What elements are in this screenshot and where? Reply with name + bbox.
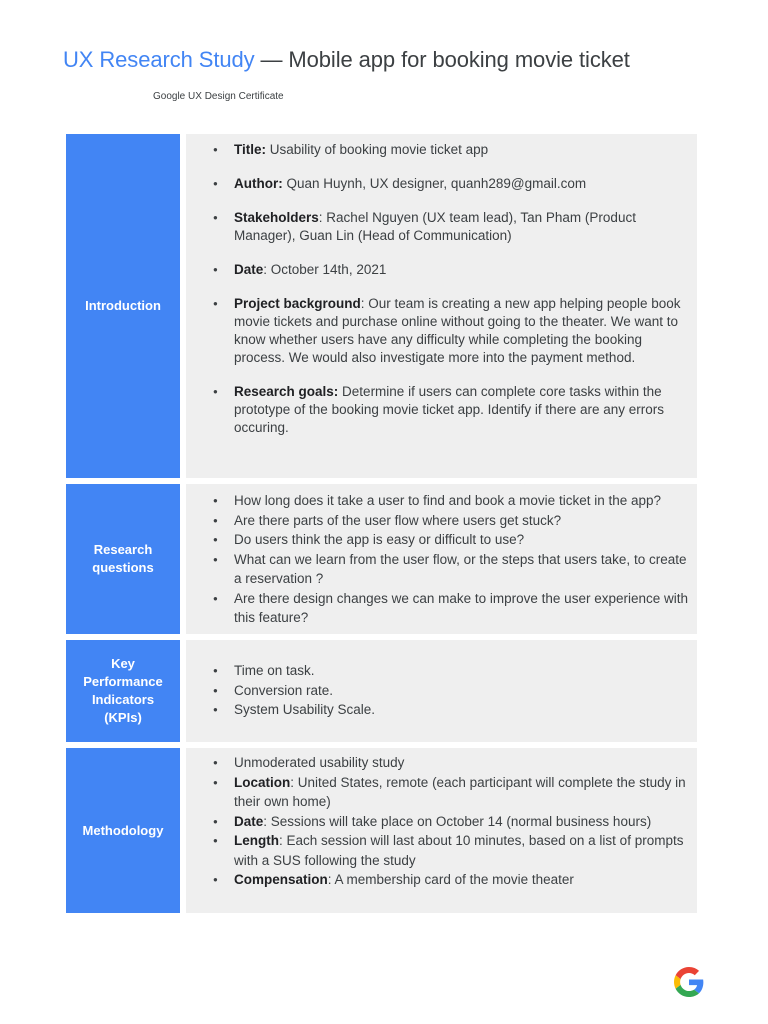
list-item (234, 141, 689, 159)
item-text: : Rachel Nguyen (UX team lead), Tan Pham (Product Manager), Guan Lin (Head of Communication) (234, 210, 636, 243)
section-content (186, 748, 697, 913)
list-item (234, 261, 689, 279)
list-item (234, 773, 689, 812)
list-item: ● Are there design changes we can make to improve the user experience with this feature? (234, 589, 689, 628)
item-key: Author: (234, 176, 283, 191)
document-title (63, 46, 630, 74)
item-key: Date (234, 813, 264, 829)
list-item (234, 383, 689, 437)
item-text: Unmoderated usability study (234, 755, 405, 770)
bullet-list (234, 661, 689, 720)
title-accent: UX Research Study (63, 47, 255, 72)
list-item: ● Time on task. (234, 661, 689, 681)
item-text: : Our team is creating a new app helping people book movie tickets and purchase online without going to the theater. We want to know whether users have any difficulty while completing the booking process. We would also investigate more into the payment method. (234, 296, 681, 365)
section-content (186, 134, 697, 478)
item-key: Title: (234, 142, 267, 157)
item-key: Location (234, 774, 291, 790)
title-rest: — Mobile app for booking movie ticket (254, 47, 630, 72)
list-item: ● How long does it take a user to find and book a movie ticket in the app? (234, 491, 689, 511)
list-item: ● Are there parts of the user flow where users get stuck? (234, 511, 689, 531)
bullet-list (234, 141, 689, 437)
section-methodology (66, 748, 697, 913)
list-item (234, 812, 689, 832)
list-item: ● Do users think the app is easy or difficult to use? (234, 530, 689, 550)
list-item (234, 753, 689, 773)
item-key: Length (234, 833, 279, 848)
google-g-icon (674, 967, 704, 997)
item-text: Determine if users can complete core tasks within the prototype of the booking movie ticket app. Identify if there are any errors occuring. (234, 384, 664, 435)
item-key: Stakeholders (234, 210, 319, 225)
section-label: Research questions (66, 484, 180, 634)
list-item: ● Conversion rate. (234, 681, 689, 701)
item-key: Compensation (234, 872, 328, 887)
list-item (234, 295, 689, 367)
list-item (234, 831, 689, 870)
document-subtitle: Google UX Design Certificate (153, 91, 284, 102)
section-label: Methodology (66, 748, 180, 913)
item-text: : Sessions will take place on October 14 (normal business hours) (263, 813, 652, 829)
list-item (234, 209, 689, 245)
bullet-list (234, 753, 689, 890)
item-text: Usability of booking movie ticket app (266, 142, 489, 157)
section-content (186, 484, 697, 634)
item-key: Date (234, 262, 264, 277)
item-text: : Each session will last about 10 minutes, based on a list of prompts with a SUS following the study (234, 833, 684, 868)
list-item (234, 175, 689, 193)
list-item: ● System Usability Scale. (234, 700, 689, 720)
item-text: : A membership card of the movie theater (327, 872, 574, 887)
item-text: : October 14th, 2021 (263, 262, 387, 277)
section-introduction (66, 134, 697, 478)
section-label: Introduction (66, 134, 180, 478)
item-text: : United States, remote (each participant will complete the study in their own home) (234, 774, 686, 809)
section-research-questions (66, 484, 697, 634)
item-key: Project background (234, 296, 361, 311)
list-item: ● What can we learn from the user flow, or the steps that users take, to create a reservation ? (234, 550, 689, 589)
bullet-list (234, 491, 689, 628)
section-label: Key Performance Indicators (KPIs) (66, 640, 180, 742)
section-kpis (66, 640, 697, 742)
item-key: Research goals: (234, 384, 339, 399)
section-content (186, 640, 697, 742)
list-item (234, 870, 689, 890)
item-text: Quan Huynh, UX designer, quanh289@gmail.com (282, 176, 587, 191)
